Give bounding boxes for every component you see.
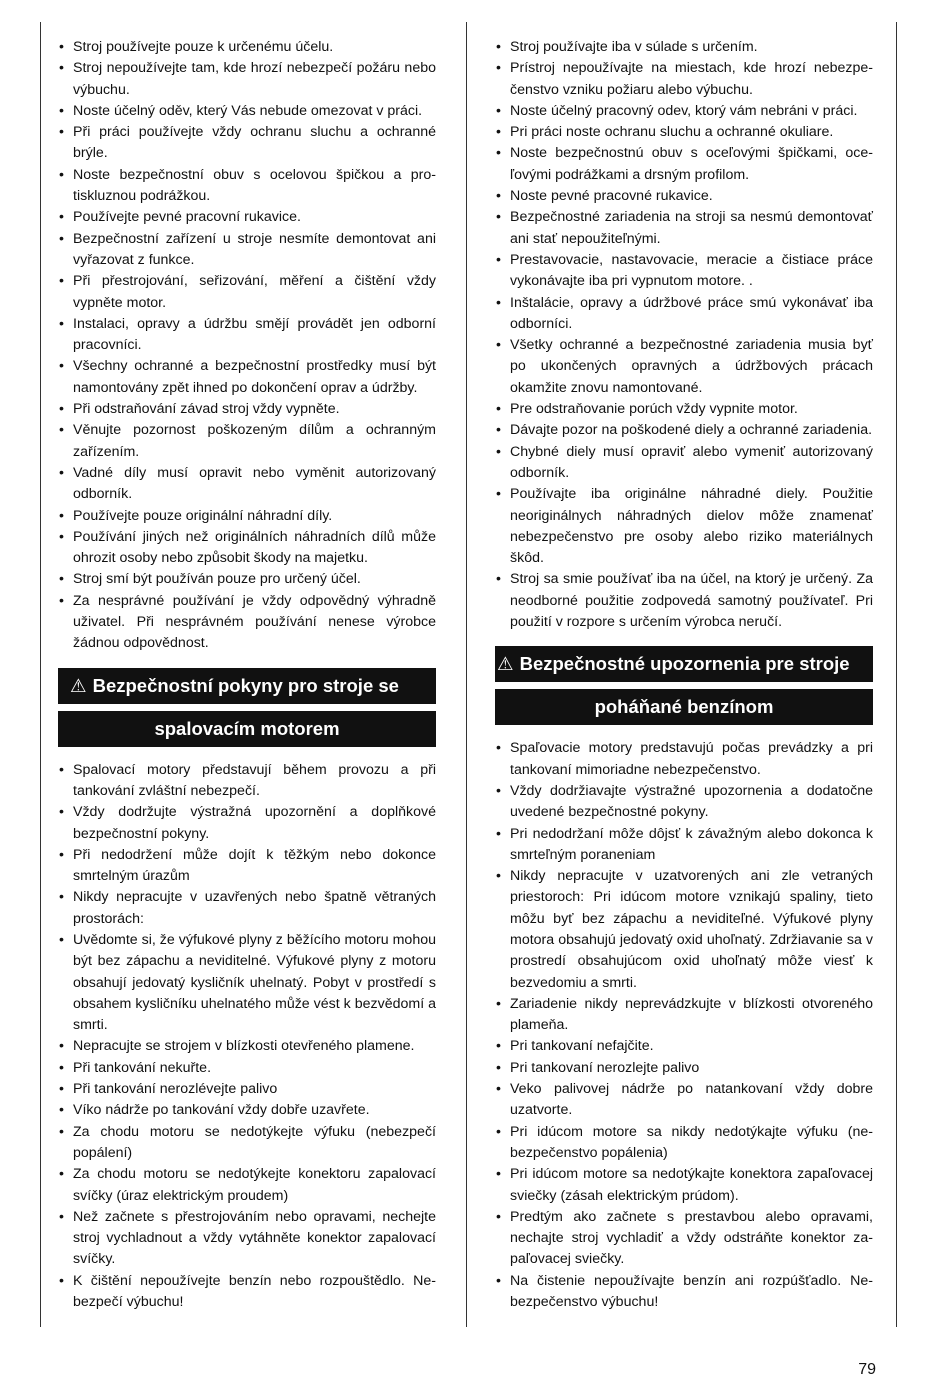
warning-triangle-icon: ⚠ (70, 674, 87, 696)
list-item: • Bezpečnostní zařízení u stroje nesmíte demontovat ani vyřazovat z funkce. (58, 229, 436, 272)
list-item: • Vadné díly musí opravit nebo vyměnit autorizovaný odborník. (58, 463, 436, 506)
list-item: • Pri práci noste ochranu sluchu a ochranné okuliare. (495, 122, 873, 143)
list-item: • Bezpečnostné zariadenia na stroji sa nesmú demontovať ani stať nepoužiteľnými. (495, 207, 873, 250)
list-item: • Spaľovacie motory predstavujú počas prevádzky a pri tankovaní mimoriadne nebezpečenstvo. (495, 738, 873, 781)
list-item: • Pri idúcom motore sa nedotýkajte konektora zapaľovacej sviečky (zásah elektrickým prúdom). (495, 1164, 873, 1207)
list-item: • Pri idúcom motore sa nikdy nedotýkajte výfuku (nebezpečenstvo popálenia) (495, 1122, 873, 1165)
list-item: • Věnujte pozornost poškozeným dílům a ochranným zařízením. (58, 420, 436, 463)
list-item: • Všechny ochranné a bezpečnostní prostředky musí být namontovány zpět ihned po dokončení oprav a údržby. (58, 356, 436, 399)
list-item: • Na čistenie nepoužívajte benzín ani rozpúšťadlo. Nebezpečenstvo výbuchu! (495, 1271, 873, 1314)
list-item: • Nikdy nepracujte v uzatvorených ani zle vetraných priestoroch: Pri idúcom motore vznikajú spaliny, tieto môžu byť bez zápachu a neviditeľné. Výfukové plyny motora obsahujú jedovatý oxid uhoľnatý. Zdržiavanie sa v prostredí obsahujúcom oxid uhoľnatý môže viesť k bezvedomiu a smrti. (495, 866, 873, 994)
list-item: • Prestavovacie, nastavovacie, meracie a čistiace práce vykonávajte iba pri vypnutom motore. . (495, 250, 873, 293)
list-item: • Za chodu motoru se nedotýkejte konektoru zapalovací svíčky (úraz elektrickým proudem) (58, 1164, 436, 1207)
list-item: • Stroj smí být používán pouze pro určený účel. (58, 569, 436, 590)
list-item: • Při tankování nekuřte. (58, 1058, 436, 1079)
center-divider-rule (466, 22, 467, 1327)
list-item: • Spalovací motory představují během provozu a při tankování zvláštní nebezpečí. (58, 760, 436, 803)
list-item: • Pre odstraňovanie porúch vždy vypnite motor. (495, 399, 873, 420)
list-item: • Noste účelný oděv, který Vás nebude omezovat v práci. (58, 101, 436, 122)
list-item: • Predtým ako začnete s prestavbou alebo opravami, nechajte stroj vychladiť a vždy odstráňte konektor zapaľovacej sviečky. (495, 1207, 873, 1271)
list-item: • Při tankování nerozlévejte palivo (58, 1079, 436, 1100)
list-item: • Stroj používejte pouze k určenému účelu. (58, 37, 436, 58)
list-item: • Noste účelný pracovný odev, ktorý vám nebráni v práci. (495, 101, 873, 122)
list-item: • Pri tankovaní nefajčite. (495, 1036, 873, 1057)
czech-engine-safety-list (58, 760, 436, 1314)
list-item: • Instalaci, opravy a údržbu smějí provádět jen odborní pracovníci. (58, 314, 436, 357)
list-item: • Při přestrojování, seřizování, měření a čištění vždy vypněte motor. (58, 271, 436, 314)
list-item: • Nikdy nepracujte v uzavřených nebo špatně větraných prostorách: (58, 887, 436, 930)
list-item: • Stroj nepoužívejte tam, kde hrozí nebezpečí požáru nebo výbuchu. (58, 58, 436, 101)
list-item: • Noste pevné pracovné rukavice. (495, 186, 873, 207)
list-item: • Dávajte pozor na poškodené diely a ochranné zariadenia. (495, 420, 873, 441)
list-item: • Zariadenie nikdy neprevádzkujte v blízkosti otvoreného plameňa. (495, 994, 873, 1037)
warning-triangle-icon: ⚠ (497, 653, 514, 675)
heading-line-1: Bezpečnostní pokyny pro stroje se (92, 674, 399, 696)
slovak-general-safety-list (495, 37, 873, 633)
list-item: • Vždy dodržiavajte výstražné upozornenia a dodatočne uvedené bezpečnostné pokyny. (495, 781, 873, 824)
list-item: • Za chodu motoru se nedotýkejte výfuku (nebezpečí popálení) (58, 1122, 436, 1165)
slovak-engine-safety-list (495, 738, 873, 1313)
list-item: • Za nesprávné používání je vždy odpovědný výhradně uživatel. Při nesprávném používání nenese výrobce žádnou odpovědnost. (58, 591, 436, 655)
list-item: • K čištění nepoužívejte benzín nebo rozpouštědlo. Nebezpečí výbuchu! (58, 1271, 436, 1314)
heading-line-2: spalovacím motorem (58, 711, 436, 747)
list-item: • Při práci používejte vždy ochranu sluchu a ochranné brýle. (58, 122, 436, 165)
czech-engine-safety-heading (58, 668, 436, 747)
right-margin-rule (896, 22, 897, 1327)
list-item: • Používajte iba originálne náhradné diely. Použitie neoriginálnych náhradných dielov môže znamenať nebezpečenstvo pre osoby alebo riziko materiálnych škôd. (495, 484, 873, 569)
slovak-engine-safety-heading (495, 646, 873, 725)
list-item: • Vždy dodržujte výstražná upozornění a doplňkové bezpečnostní pokyny. (58, 802, 436, 845)
list-item: • Všetky ochranné a bezpečnostné zariadenia musia byť po ukončených opravných a údržbových prácach okamžite znovu namontované. (495, 335, 873, 399)
list-item: • Při odstraňování závad stroj vždy vypněte. (58, 399, 436, 420)
list-item: • Noste bezpečnostnú obuv s oceľovými špičkami, oceľovými podrážkami a drsným profilom. (495, 143, 873, 186)
list-item: • Víko nádrže po tankování vždy dobře uzavřete. (58, 1100, 436, 1121)
list-item: • Pri nedodržaní môže dôjsť k závažným alebo dokonca k smrteľným poraneniam (495, 824, 873, 867)
list-item: • Používejte pouze originální náhradní díly. (58, 506, 436, 527)
list-item: • Veko palivovej nádrže po natankovaní vždy dobre uzatvorte. (495, 1079, 873, 1122)
list-item: • Než začnete s přestrojováním nebo opravami, nechejte stroj vychladnout a vždy vytáhněte konektor zapalovací svíčky. (58, 1207, 436, 1271)
czech-general-safety-list (58, 37, 436, 655)
list-item: • Používání jiných než originálních náhradních dílů může ohrozit osoby nebo způsobit škody na majetku. (58, 527, 436, 570)
heading-line-1: Bezpečnostné upozornenia pre stroje (519, 653, 850, 675)
list-item: • Chybné diely musí opraviť alebo vymeniť autorizovaný odborník. (495, 442, 873, 485)
left-margin-rule (40, 22, 41, 1327)
page-number: 79 (858, 1361, 876, 1378)
slovak-column (495, 37, 873, 1313)
list-item: • Používejte pevné pracovní rukavice. (58, 207, 436, 228)
czech-column (58, 37, 436, 1313)
list-item: • Prístroj nepoužívajte na miestach, kde hrozí nebezpečenstvo vzniku požiaru alebo výbuchu. (495, 58, 873, 101)
list-item: • Stroj používajte iba v súlade s určením. (495, 37, 873, 58)
list-item: • Při nedodržení může dojít k těžkým nebo dokonce smrtelným úrazům (58, 845, 436, 888)
list-item: • Noste bezpečnostní obuv s ocelovou špičkou a protiskluznou podrážkou. (58, 165, 436, 208)
list-item: • Pri tankovaní nerozlejte palivo (495, 1058, 873, 1079)
list-item: • Stroj sa smie používať iba na účel, na ktorý je určený. Za neodborné použitie zodpovedá samotný používateľ. Pri použití v rozpore s určením výrobca neručí. (495, 569, 873, 633)
heading-line-2: poháňané benzínom (495, 689, 873, 725)
list-item: • Inštalácie, opravy a údržbové práce smú vykonávať iba odborníci. (495, 293, 873, 336)
list-item: • Uvědomte si, že výfukové plyny z běžícího motoru mohou být bez zápachu a neviditelné. Výfukové plyny z motoru obsahují jedovatý kysličník uhelnatý. Pobyt v prostředí s obsahem kysličníku uhelnatého může vést k bezvědomí a smrti. (58, 930, 436, 1036)
list-item: • Nepracujte se strojem v blízkosti otevřeného plamene. (58, 1036, 436, 1057)
